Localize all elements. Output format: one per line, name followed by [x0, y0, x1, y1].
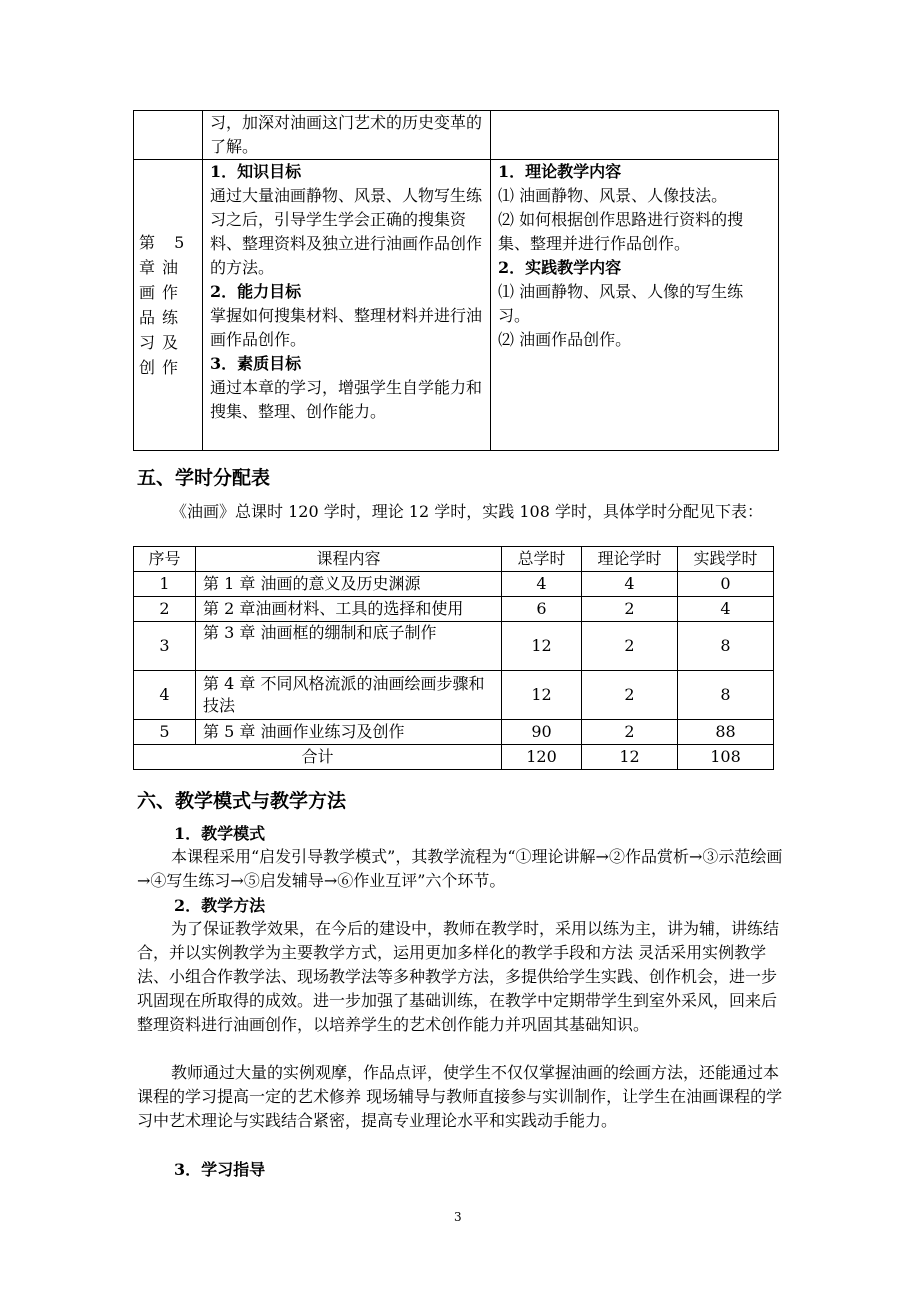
table-cell: 2 — [582, 671, 678, 720]
paragraph: 为了保证教学效果，在今后的建设中，教师在教学时，采用以练为主，讲为辅，讲练结合，并以实例教学为主要教学方式，运用更加多样化的教学手段和方法 灵活采用实例教学法、小组合作教学法、现场教学法等多种教学方法，多提供给学生实践、创作机会，进一步巩固现在所取得的成效。进一步加强了基础训练，在教学中定期带学生到室外采风，回来后整理资料进行油画创作，以培养学生的艺术创作能力并巩固其基础知识。 — [137, 919, 780, 1034]
table-cell: 8 — [678, 671, 774, 720]
table-row — [134, 572, 774, 597]
column-header: 序号 — [134, 547, 196, 572]
table-cell: 第 1 章 油画的意义及历史渊源 — [196, 572, 502, 597]
column-header: 课程内容 — [196, 547, 502, 572]
total-label: 合计 — [134, 745, 502, 770]
subheading: 1．教学模式 — [174, 824, 266, 843]
content-item: ⑴ 油画静物、风景、人像的写生练习。 — [498, 282, 744, 325]
table-cell: 88 — [678, 720, 774, 745]
table-cell: 第 2 章油画材料、工具的选择和使用 — [196, 597, 502, 622]
table-row — [134, 160, 779, 451]
goals-cell — [203, 160, 491, 451]
section-heading: 五、学时分配表 — [137, 467, 271, 489]
column-header: 总学时 — [502, 547, 582, 572]
table-row — [134, 597, 774, 622]
table-cell: 4 — [502, 572, 582, 597]
table-cell: 3 — [134, 622, 196, 671]
section-heading: 六、教学模式与教学方法 — [137, 790, 347, 812]
table-row — [134, 111, 779, 160]
goal-title: 3．素质目标 — [210, 354, 302, 373]
table-cell: 2 — [582, 597, 678, 622]
table-cell: 108 — [678, 745, 774, 770]
content-item: ⑵ 油画作品创作。 — [498, 330, 632, 349]
table-cell: 5 — [134, 720, 196, 745]
table-cell: 8 — [678, 622, 774, 671]
content-title: 2．实践教学内容 — [498, 258, 622, 277]
hours-table — [133, 546, 774, 770]
content-title: 1．理论教学内容 — [498, 162, 622, 181]
content-item: ⑵ 如何根据创作思路进行资料的搜集、整理并进行作品创作。 — [498, 210, 744, 253]
table-row — [134, 720, 774, 745]
subheading: 3．学习指导 — [174, 1160, 266, 1179]
table-cell: 第 3 章 油画框的绷制和底子制作 — [196, 622, 502, 671]
table-cell: 第 5 章 油画作业练习及创作 — [196, 720, 502, 745]
table-cell: 4 — [134, 671, 196, 720]
table-cell: 120 — [502, 745, 582, 770]
table-row — [134, 622, 774, 671]
table-cell: 12 — [502, 622, 582, 671]
table-cell: 4 — [582, 572, 678, 597]
table-cell: 第 4 章 不同风格流派的油画绘画步骤和技法 — [196, 671, 502, 720]
table-cell: 12 — [582, 745, 678, 770]
table-cell — [491, 111, 779, 160]
goal-text: 通过大量油画静物、风景、人物写生练习之后，引导学生学会正确的搜集资料、整理资料及独立进行油画作品创作的方法。 — [210, 186, 483, 277]
content-cell — [491, 160, 779, 451]
paragraph: 《油画》总课时 120 学时，理论 12 学时，实践 108 学时，具体学时分配见下表： — [171, 502, 763, 521]
paragraph: 本课程采用“启发引导教学模式”，其教学流程为“①理论讲解→②作品赏析→③示范绘画→④写生练习→⑤启发辅导→⑥作业互评”六个环节。 — [137, 847, 783, 890]
table-cell: 2 — [582, 720, 678, 745]
paragraph: 教师通过大量的实例观摩，作品点评，使学生不仅仅掌握油画的绘画方法，还能通过本课程的学习提高一定的艺术修养 现场辅导与教师直接参与实训制作，让学生在油画课程的学习中艺术理论与实践结合紧密，提高专业理论水平和实践动手能力。 — [137, 1063, 783, 1130]
table-row — [134, 671, 774, 720]
table-cell: 0 — [678, 572, 774, 597]
table-cell: 12 — [502, 671, 582, 720]
column-header: 理论学时 — [582, 547, 678, 572]
chapter-cell — [134, 160, 203, 451]
table-header-row — [134, 547, 774, 572]
table-cell: 6 — [502, 597, 582, 622]
column-header: 实践学时 — [678, 547, 774, 572]
table-cell: 4 — [678, 597, 774, 622]
page-number: 3 — [454, 1210, 462, 1224]
goal-text: 通过本章的学习，增强学生自学能力和搜集、整理、创作能力。 — [210, 378, 483, 421]
content-item: ⑴ 油画静物、风景、人像技法。 — [498, 186, 728, 205]
syllabus-table — [133, 110, 779, 451]
table-cell — [134, 111, 203, 160]
subheading: 2．教学方法 — [174, 896, 266, 915]
table-cell: 2 — [134, 597, 196, 622]
goal-text: 掌握如何搜集材料、整理材料并进行油画作品创作。 — [210, 306, 483, 349]
table-cell: 1 — [134, 572, 196, 597]
table-cell: 90 — [502, 720, 582, 745]
goal-title: 2．能力目标 — [210, 282, 302, 301]
table-cell: 习，加深对油画这门艺术的历史变革的了解。 — [203, 111, 491, 160]
chapter-label: 第 5 章油画作品练习及创作 — [139, 233, 192, 377]
goal-title: 1．知识目标 — [210, 162, 302, 181]
table-total-row — [134, 745, 774, 770]
table-cell: 2 — [582, 622, 678, 671]
